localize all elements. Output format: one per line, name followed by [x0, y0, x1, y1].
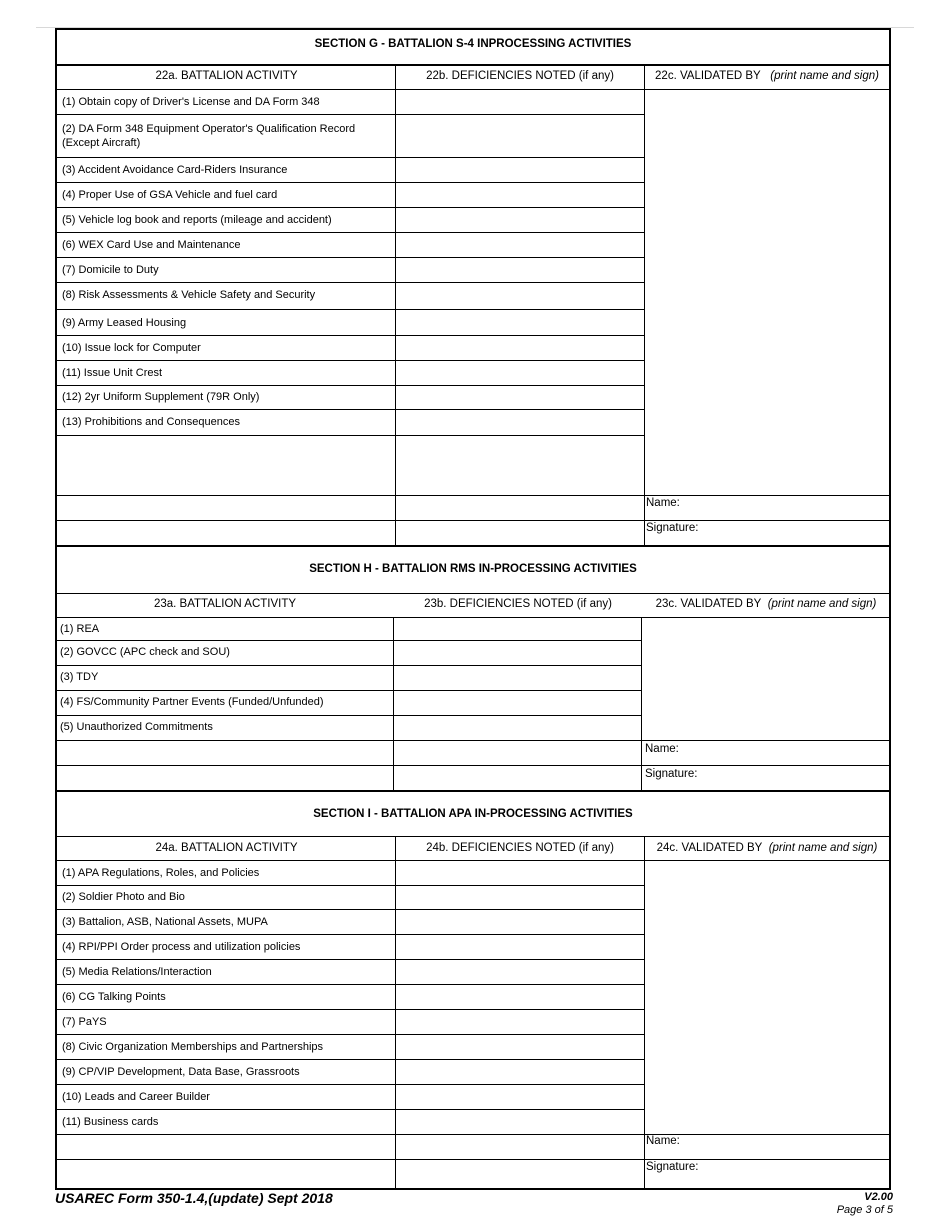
- section-g-row-1: (1) Obtain copy of Driver's License and DA Form 348: [62, 96, 320, 108]
- section-i-signature-label: Signature:: [646, 1161, 699, 1173]
- section-i-col-b-header: 24b. DEFICIENCIES NOTED (if any): [426, 842, 614, 854]
- section-i-row-10: (10) Leads and Career Builder: [62, 1091, 210, 1103]
- section-g-col-c-text: 22c. VALIDATED BY: [655, 70, 761, 82]
- page-number: Page 3 of 5: [836, 1204, 893, 1216]
- section-h-col-b-header: 23b. DEFICIENCIES NOTED (if any): [424, 598, 612, 610]
- section-i-col-a-header: 24a. BATTALION ACTIVITY: [155, 842, 298, 854]
- section-h-col-c-text: 23c. VALIDATED BY: [655, 598, 762, 610]
- section-i-col-c-hint: (print name and sign): [768, 842, 878, 854]
- section-i-row-6: (6) CG Talking Points: [62, 991, 166, 1003]
- section-h-title: SECTION H - BATTALION RMS IN-PROCESSING ACTIVITIES: [309, 563, 637, 575]
- section-g-col-b-header: 22b. DEFICIENCIES NOTED (if any): [426, 70, 614, 82]
- section-i-row-8: (8) Civic Organization Memberships and Partnerships: [62, 1041, 324, 1053]
- section-h-row-1: (1) REA: [60, 623, 100, 635]
- section-i-row-7: (7) PaYS: [62, 1016, 107, 1028]
- section-g-signature-label: Signature:: [646, 522, 699, 534]
- section-h-row-5: (5) Unauthorized Commitments: [60, 721, 213, 733]
- section-i-title: SECTION I - BATTALION APA IN-PROCESSING ACTIVITIES: [313, 808, 633, 820]
- section-i-row-1: (1) APA Regulations, Roles, and Policies: [62, 867, 260, 879]
- section-h-col-a-header: 23a. BATTALION ACTIVITY: [153, 598, 297, 610]
- section-g-row-10: (10) Issue lock for Computer: [62, 342, 201, 354]
- section-g-row-11: (11) Issue Unit Crest: [62, 367, 163, 379]
- section-g-row-8: (8) Risk Assessments & Vehicle Safety and Security: [62, 289, 316, 301]
- section-h-row-3: (3) TDY: [60, 671, 99, 683]
- section-h-col-c-hint: (print name and sign): [767, 598, 877, 610]
- section-i-col-c-text: 24c. VALIDATED BY: [656, 842, 763, 854]
- section-g-name-label: Name:: [646, 497, 680, 509]
- section-g-row-4: (4) Proper Use of GSA Vehicle and fuel card: [62, 189, 278, 201]
- section-i-col-c-header: [645, 842, 889, 854]
- section-i-row-9: (9) CP/VIP Development, Data Base, Grassroots: [62, 1066, 300, 1078]
- section-i-row-3: (3) Battalion, ASB, National Assets, MUPA: [62, 916, 268, 928]
- form-version: V2.00: [864, 1191, 893, 1203]
- section-g-col-c-hint: (print name and sign): [770, 70, 879, 82]
- section-g-row-6: (6) WEX Card Use and Maintenance: [62, 239, 241, 251]
- section-h-signature-label: Signature:: [645, 768, 698, 780]
- section-g-row-7: (7) Domicile to Duty: [62, 264, 159, 276]
- section-g-col-c-header: [645, 70, 889, 82]
- section-h-row-4: (4) FS/Community Partner Events (Funded/Unfunded): [60, 696, 324, 708]
- section-i-name-label: Name:: [646, 1135, 680, 1147]
- section-h-col-c-header: [643, 598, 889, 610]
- section-g-row-9: (9) Army Leased Housing: [62, 317, 187, 329]
- section-g-row-5: (5) Vehicle log book and reports (mileage and accident): [62, 214, 332, 226]
- section-g-row-12: (12) 2yr Uniform Supplement (79R Only): [62, 391, 260, 403]
- section-g-title: SECTION G - BATTALION S-4 INPROCESSING ACTIVITIES: [314, 38, 632, 50]
- section-h-name-label: Name:: [645, 743, 679, 755]
- section-i-row-2: (2) Soldier Photo and Bio: [62, 891, 185, 903]
- section-h-row-2: (2) GOVCC (APC check and SOU): [60, 646, 230, 658]
- section-g-row-2: (2) DA Form 348 Equipment Operator's Qualification Record (Except Aircraft): [62, 123, 356, 149]
- section-g-row-3: (3) Accident Avoidance Card-Riders Insurance: [62, 164, 288, 176]
- section-i-row-11: (11) Business cards: [62, 1116, 159, 1128]
- section-i-row-5: (5) Media Relations/Interaction: [62, 966, 212, 978]
- section-i-row-4: (4) RPI/PPI Order process and utilization policies: [62, 941, 301, 953]
- form-identifier: USAREC Form 350-1.4,(update) Sept 2018: [55, 1190, 333, 1206]
- section-g-row-13: (13) Prohibitions and Consequences: [62, 416, 240, 428]
- section-g-col-a-header: 22a. BATTALION ACTIVITY: [155, 70, 298, 82]
